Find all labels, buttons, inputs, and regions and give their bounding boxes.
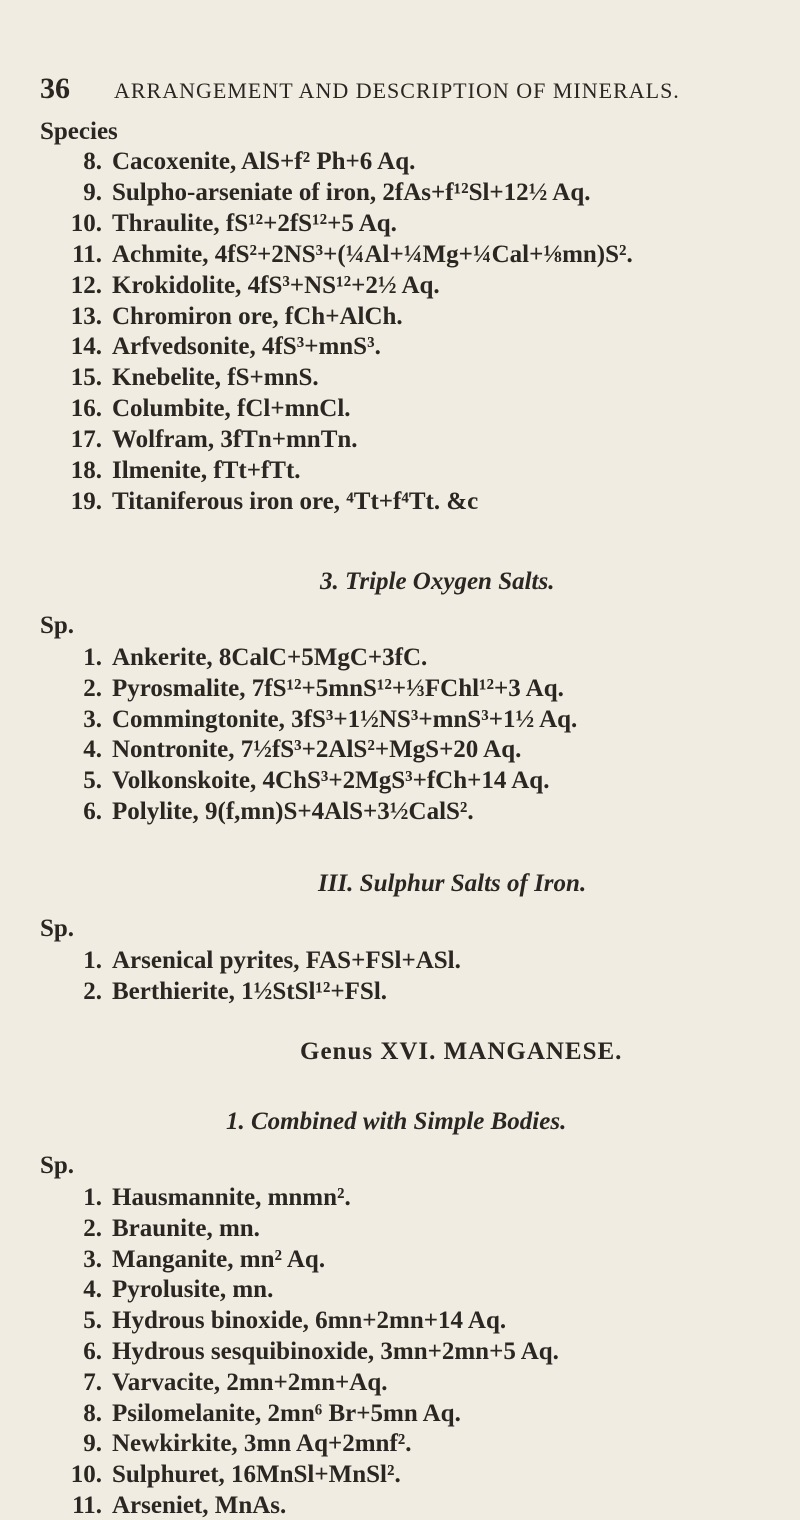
list-item [40, 488, 478, 516]
list-item [40, 1492, 286, 1520]
item-number: 3. [83, 705, 102, 733]
list-item [40, 1184, 351, 1212]
item-number: 5. [83, 767, 102, 795]
list-item [40, 1338, 559, 1366]
list-item [40, 395, 351, 423]
item-number: 19. [70, 487, 102, 515]
item-text: Nontronite, 7½fS³+2AlS²+MgS+20 Aq. [112, 736, 522, 764]
item-text: Columbite, fCl+mnCl. [112, 395, 351, 423]
list-item [40, 1369, 387, 1397]
section-heading-text: III. Sulphur Salts of Iron. [318, 870, 587, 897]
list-item [40, 1461, 401, 1489]
item-text: Newkirkite, 3mn Aq+2mnf². [112, 1430, 412, 1458]
list-item [40, 303, 403, 331]
item-number: 18. [70, 457, 102, 484]
item-number: 5. [83, 1307, 102, 1335]
item-text: Commingtonite, 3fS³+1½NS³+mnS³+1½ Aq. [112, 705, 578, 733]
list-item [40, 947, 461, 975]
genus-heading: Genus XVI. MANGANESE. [300, 1038, 623, 1065]
item-text: Wolfram, 3fTn+mnTn. [112, 426, 358, 454]
item-number: 14. [70, 333, 102, 361]
item-text: Ilmenite, fTt+fTt. [112, 457, 301, 484]
item-text: Arfvedsonite, 4fS³+mnS³. [112, 333, 381, 361]
item-number: 16. [70, 395, 102, 423]
list-item [40, 706, 577, 734]
item-number: 13. [70, 302, 102, 330]
list-item [40, 736, 521, 764]
list-item [40, 1400, 461, 1428]
item-text: Sulpho-arseniate of iron, 2fAs+f¹²Sl+12½ Aq. [112, 178, 591, 206]
section-heading-sulphur-salts [318, 870, 586, 898]
item-text: Hausmannite, mnmn². [112, 1184, 351, 1211]
list-item [40, 978, 387, 1006]
sp-label: Sp. [40, 1152, 75, 1179]
section-heading-triple-oxygen-salts [320, 568, 555, 596]
section-heading-text: 1. Combined with Simple Bodies. [226, 1108, 567, 1135]
item-text: Krokidolite, 4fS³+NS¹²+2½ Aq. [112, 271, 440, 299]
item-text: Hydrous binoxide, 6mn+2mn+14 Aq. [112, 1307, 507, 1335]
item-number: 12. [70, 271, 102, 299]
section-heading-text: 3. Triple Oxygen Salts. [320, 568, 555, 595]
list-item [40, 1430, 412, 1458]
running-title: ARRANGEMENT AND DESCRIPTION OF MINERALS. [114, 78, 680, 103]
item-number: 9. [83, 178, 102, 206]
item-number: 2. [83, 1214, 102, 1242]
item-number: 15. [70, 364, 102, 392]
item-number: 4. [83, 1276, 102, 1304]
species-label: Species [40, 118, 118, 145]
item-number: 2. [83, 674, 102, 702]
item-text: Polylite, 9(f,mn)S+4AlS+3½CalS². [112, 798, 474, 825]
item-number: 4. [83, 736, 102, 764]
list-item [40, 457, 301, 485]
item-number: 1. [83, 947, 102, 974]
item-number: 17. [70, 426, 102, 454]
item-number: 1. [83, 1184, 102, 1211]
sp-label: Sp. [40, 612, 75, 639]
item-text: Berthierite, 1½StSl¹²+FSl. [112, 977, 388, 1005]
item-text: Sulphuret, 16MnSl+MnSl². [112, 1461, 401, 1489]
list-item [40, 241, 633, 269]
section-heading-combined [226, 1108, 566, 1136]
item-text: Thraulite, fS¹²+2fS¹²+5 Aq. [112, 209, 397, 237]
item-text: Cacoxenite, AlS+f² Ph+6 Aq. [112, 148, 416, 175]
item-number: 8. [83, 1399, 102, 1427]
list-item [40, 1307, 506, 1335]
item-text: Ankerite, 8CalC+5MgC+3fC. [112, 644, 428, 671]
item-number: 7. [83, 1368, 102, 1396]
item-text: Achmite, 4fS²+2NS³+(¼Al+¼Mg+¼Cal+⅛mn)S². [112, 240, 633, 268]
list-item [40, 644, 427, 672]
list-item [40, 179, 591, 207]
page-header [40, 72, 780, 112]
item-text: Pyrolusite, mn. [112, 1276, 274, 1304]
item-number: 10. [70, 209, 102, 237]
list-item [40, 210, 397, 238]
item-text: Manganite, mn² Aq. [112, 1245, 326, 1273]
item-text: Arseniet, MnAs. [112, 1492, 287, 1519]
item-number: 9. [83, 1430, 102, 1458]
list-item [40, 364, 319, 392]
list-item [40, 272, 440, 300]
item-number: 3. [83, 1245, 102, 1273]
list-item [40, 426, 358, 454]
item-text: Psilomelanite, 2mn⁶ Br+5mn Aq. [112, 1399, 461, 1427]
item-text: Arsenical pyrites, FAS+FSl+ASl. [112, 947, 461, 974]
list-item [40, 767, 549, 795]
item-number: 8. [83, 148, 102, 175]
list-item [40, 1215, 260, 1243]
item-text: Volkonskoite, 4ChS³+2MgS³+fCh+14 Aq. [112, 767, 550, 795]
list-item [40, 333, 381, 361]
item-text: Varvacite, 2mn+2mn+Aq. [112, 1368, 388, 1396]
item-number: 6. [83, 1338, 102, 1365]
item-number: 6. [83, 798, 102, 825]
item-number: 2. [83, 977, 102, 1005]
list-item [40, 148, 415, 176]
item-text: Pyrosmalite, 7fS¹²+5mnS¹²+⅓FChl¹²+3 Aq. [112, 674, 564, 702]
item-text: Braunite, mn. [112, 1214, 260, 1242]
item-text: Chromiron ore, fCh+AlCh. [112, 302, 403, 330]
item-number: 1. [83, 644, 102, 671]
item-text: Hydrous sesquibinoxide, 3mn+2mn+5 Aq. [112, 1338, 559, 1365]
list-item [40, 1246, 325, 1274]
item-number: 10. [70, 1461, 102, 1489]
list-item [40, 798, 474, 826]
sp-label: Sp. [40, 915, 75, 942]
item-text: Knebelite, fS+mnS. [112, 364, 319, 392]
list-item [40, 675, 564, 703]
page-number: 36 [40, 72, 70, 105]
item-number: 11. [72, 240, 102, 268]
item-number: 11. [72, 1492, 102, 1519]
item-text: Titaniferous iron ore, ⁴Tt+f⁴Tt. &c [112, 487, 479, 515]
list-item [40, 1276, 273, 1304]
